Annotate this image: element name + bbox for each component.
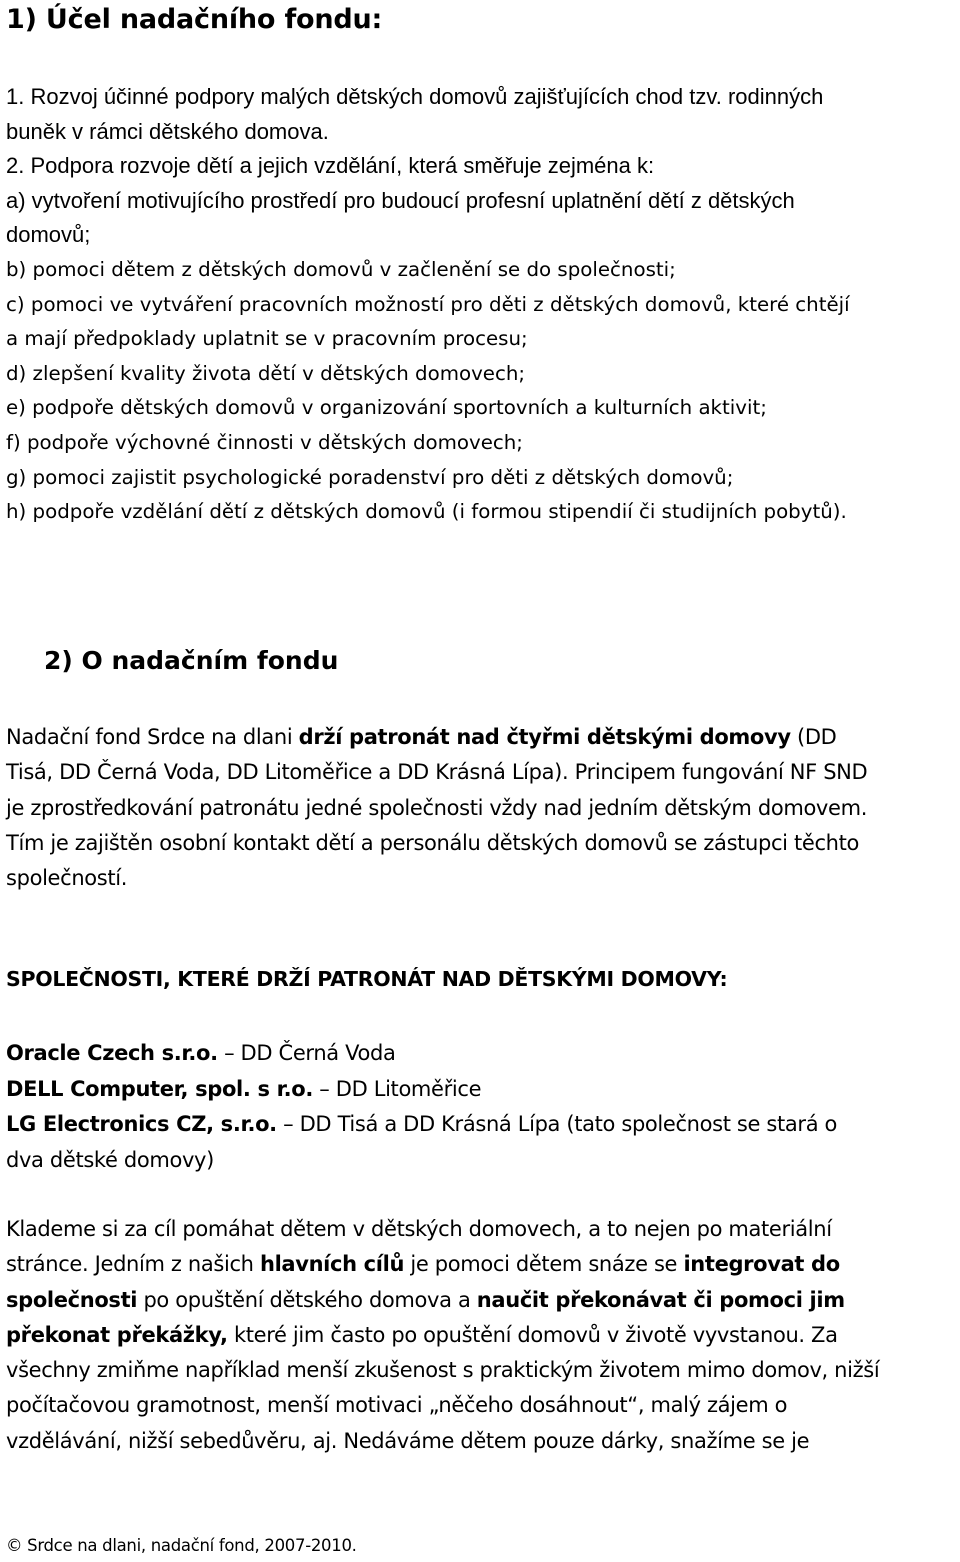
list-item-f: f) podpoře výchovné činnosti v dětských domovech; <box>6 430 523 454</box>
footer-copyright: © Srdce na dlani, nadační fond, 2007-2010. <box>6 1536 357 1555</box>
company-item: Oracle Czech s.r.o. – DD Černá Voda <box>6 1041 396 1065</box>
text-line: vzdělávání, nižší sebedůvěru, aj. Nedáváme dětem pouze dárky, snažíme se je <box>6 1428 810 1453</box>
list-item-h: h) podpoře vzdělání dětí z dětských domovů (i formou stipendií či studijních pobytů). <box>6 500 847 524</box>
text-line: domovů; <box>6 222 91 248</box>
text-line: společnosti po opuštění dětského domova a naučit překonávat či pomoci jim <box>6 1287 845 1312</box>
text-line: stránce. Jedním z našich hlavních cílů je pomoci dětem snáze se integrovat do <box>6 1252 840 1277</box>
text-line: počítačovou gramotnost, menší motivaci „něčeho dosáhnout“, malý zájem o <box>6 1393 788 1418</box>
list-item-c: c) pomoci ve vytváření pracovních možností pro děti z dětských domovů, které chtějí <box>6 292 850 316</box>
companies-heading: SPOLEČNOSTI, KTERÉ DRŽÍ PATRONÁT NAD DĚTSKÝMI DOMOVY: <box>6 967 728 991</box>
list-item-e: e) podpoře dětských domovů v organizování sportovních a kulturních aktivit; <box>6 396 767 420</box>
list-item-c-cont: a mají předpoklady uplatnit se v pracovním procesu; <box>6 327 528 351</box>
text-line: buněk v rámci dětského domova. <box>6 118 329 144</box>
text-line: 1. Rozvoj účinné podpory malých dětských domovů zajišťujících chod tzv. rodinných <box>6 84 824 109</box>
text-line: Tisá, DD Černá Voda, DD Litoměřice a DD Krásná Lípa). Principem fungování NF SND <box>6 760 868 785</box>
section-2-heading: 2) O nadačním fondu <box>44 646 339 675</box>
patronage-emphasis: drží patronát nad čtyřmi dětskými domovy <box>298 725 791 749</box>
text-line: Nadační fond Srdce na dlani drží patronát nad čtyřmi dětskými domovy (DD <box>6 725 837 749</box>
text-line: 2. Podpora rozvoje dětí a jejich vzdělání, která směřuje zejména k: <box>6 153 655 179</box>
companies-list <box>6 1036 956 1178</box>
section-1-body <box>6 80 956 530</box>
text-line: všechny zmiňme například menší zkušenost s praktickým životem mimo domov, nižší <box>6 1358 880 1383</box>
company-item: LG Electronics CZ, s.r.o. – DD Tisá a DD Krásná Lípa (tato společnost se stará o <box>6 1112 838 1136</box>
text-line: společností. <box>6 866 128 891</box>
list-item-d: d) zlepšení kvality života dětí v dětských domovech; <box>6 361 526 385</box>
company-name: LG Electronics CZ, s.r.o. <box>6 1112 277 1136</box>
text-line: a) vytvoření motivujícího prostředí pro budoucí profesní uplatnění dětí z dětských <box>6 187 795 213</box>
company-name: DELL Computer, spol. s r.o. <box>6 1076 313 1101</box>
text-line: je zprostředkování patronátu jedné společnosti vždy nad jedním dětským domovem. <box>6 795 868 820</box>
section-1-heading: 1) Účel nadačního fondu: <box>6 4 383 35</box>
list-item-b: b) pomoci dětem z dětských domovů v začlenění se do společnosti; <box>6 257 676 281</box>
company-name: Oracle Czech s.r.o. <box>6 1041 218 1065</box>
text-line: Klademe si za cíl pomáhat dětem v dětských domovech, a to nejen po materiální <box>6 1217 832 1241</box>
text-line: Tím je zajištěn osobní kontakt dětí a personálu dětských domovů se zástupci těchto <box>6 830 859 855</box>
company-item: DELL Computer, spol. s r.o. – DD Litoměřice <box>6 1076 482 1101</box>
list-item-g: g) pomoci zajistit psychologické poradenství pro děti z dětských domovů; <box>6 465 734 489</box>
company-item-cont: dva dětské domovy) <box>6 1147 214 1172</box>
about-paragraph <box>6 720 956 896</box>
goals-paragraph <box>6 1212 956 1459</box>
text-line: překonat překážky, které jim často po opuštění domovů v životě vyvstanou. Za <box>6 1322 838 1347</box>
